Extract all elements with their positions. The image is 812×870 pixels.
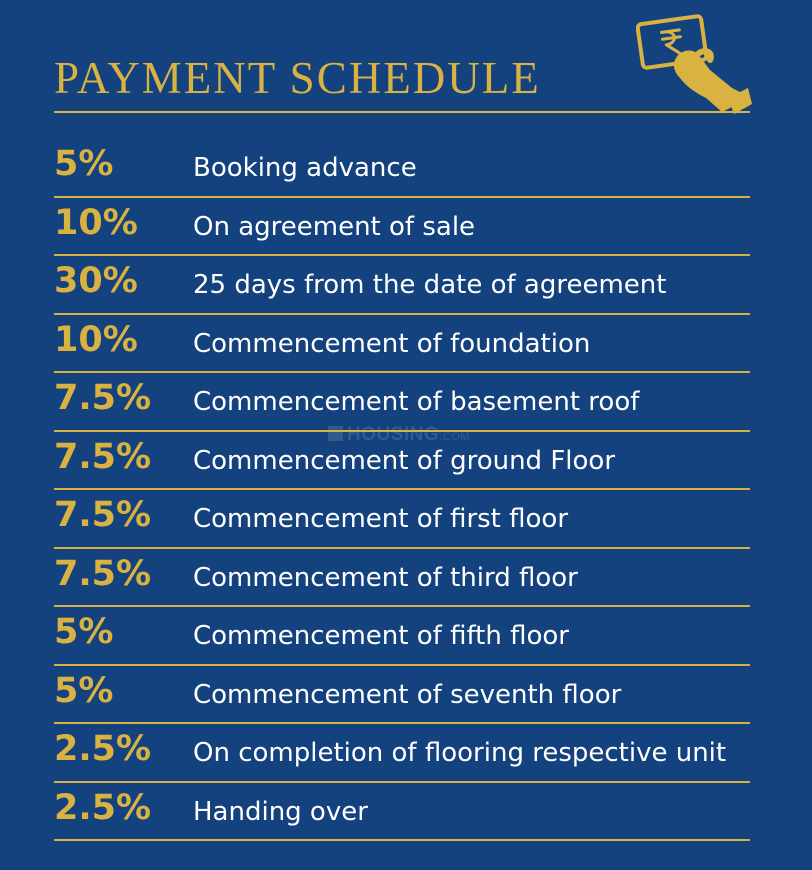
schedule-row bbox=[54, 373, 750, 432]
schedule-percent: 7.5% bbox=[54, 553, 152, 594]
schedule-milestone: Commencement of first floor bbox=[193, 504, 569, 534]
schedule-percent: 10% bbox=[54, 319, 138, 360]
schedule-milestone: 25 days from the date of agreement bbox=[193, 270, 667, 300]
schedule-row bbox=[54, 724, 750, 783]
schedule-percent: 5% bbox=[54, 144, 114, 184]
schedule-milestone: Commencement of ground Floor bbox=[193, 445, 616, 476]
schedule-percent: 2.5% bbox=[54, 729, 152, 769]
schedule-milestone: On agreement of sale bbox=[193, 211, 476, 242]
schedule-row bbox=[54, 490, 750, 549]
page-title: PAYMENT SCHEDULE bbox=[54, 53, 541, 103]
schedule-percent: 2.5% bbox=[54, 787, 152, 828]
schedule-row bbox=[54, 549, 750, 608]
schedule-milestone: Handing over bbox=[193, 796, 368, 827]
schedule-milestone: Commencement of fifth floor bbox=[193, 621, 569, 651]
schedule-row bbox=[54, 198, 750, 257]
schedule-percent: 7.5% bbox=[54, 495, 152, 535]
schedule-milestone: On completion of flooring respective unit bbox=[193, 738, 727, 768]
schedule-percent: 7.5% bbox=[54, 436, 152, 477]
schedule-milestone: Booking advance bbox=[193, 153, 417, 183]
schedule-percent: 7.5% bbox=[54, 378, 152, 418]
schedule-row bbox=[54, 315, 750, 374]
schedule-milestone: Commencement of foundation bbox=[193, 328, 591, 359]
schedule-percent: 10% bbox=[54, 202, 138, 243]
schedule-row bbox=[54, 607, 750, 666]
schedule-row bbox=[54, 139, 750, 198]
schedule-percent: 5% bbox=[54, 670, 114, 711]
schedule-row bbox=[54, 666, 750, 725]
schedule-percent: 30% bbox=[54, 261, 138, 301]
schedule-milestone: Commencement of third floor bbox=[193, 562, 578, 593]
hand-holding-rupee-card-icon bbox=[636, 14, 752, 114]
schedule-milestone: Commencement of basement roof bbox=[193, 387, 640, 417]
payment-schedule-list bbox=[54, 139, 750, 841]
housing-watermark: HOUSING.COM bbox=[328, 424, 470, 446]
schedule-row bbox=[54, 256, 750, 315]
schedule-milestone: Commencement of seventh floor bbox=[193, 679, 622, 710]
schedule-percent: 5% bbox=[54, 612, 114, 652]
schedule-row bbox=[54, 783, 750, 842]
schedule-row bbox=[54, 432, 750, 491]
